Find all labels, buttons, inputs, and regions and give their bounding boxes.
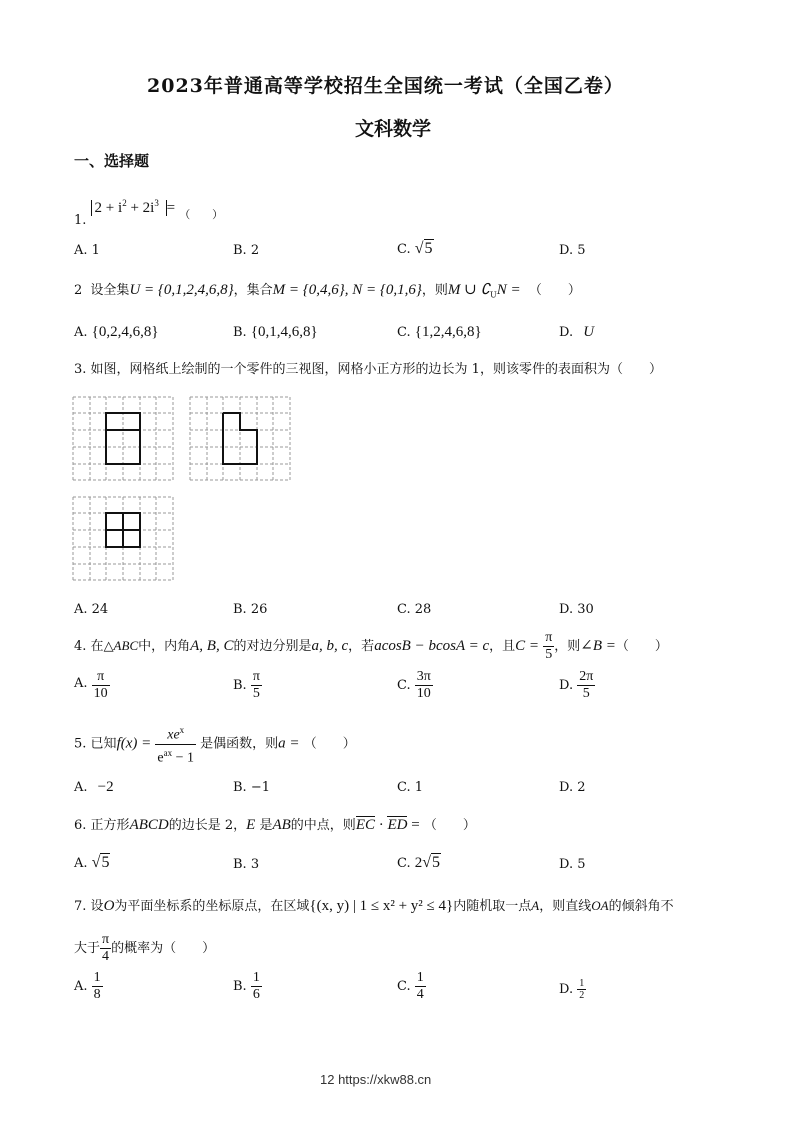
q4-option-d[interactable] [559,669,595,702]
q6-text: 正方形 [90,818,130,833]
answer-paren: （ ） [615,639,668,654]
option-fraction [577,978,586,1001]
q4-text: 的对边分别是 [233,639,312,654]
numerator: 1 [252,970,260,985]
q7-option-c[interactable] [397,970,426,1003]
denominator: 5 [582,686,590,701]
numerator-expr: xe [167,727,180,743]
q4-ask: ∠B = [580,638,616,654]
q6-text: 的中点，则 [290,818,356,833]
coefficient: 2 [414,855,423,871]
question-1 [74,193,224,228]
q4-option-b[interactable] [233,669,262,702]
numerator: π [92,669,110,686]
numerator-sup: x [179,725,185,735]
q6-text: 的边长是 2， [168,818,247,833]
q5-option-d[interactable]: D. 2 [559,780,586,795]
q7-text: 为平面坐标系的坐标原点，在区域 [114,899,310,914]
q7-text: 的概率为（ ） [111,941,216,956]
q6-dot: · [374,817,388,833]
numerator: π [102,932,110,947]
q5-ask: a = [278,735,300,752]
q5-fraction [155,722,196,766]
numerator [155,722,196,745]
option-label: B. [233,979,247,994]
option-fraction [251,669,262,702]
option-value: {0,2,4,6,8} [91,324,159,340]
denominator: 10 [93,686,108,701]
question-7-line2 [74,932,215,965]
q7-point-a: A [531,898,540,913]
q6-point-e: E [246,817,256,833]
q5-text: 是偶函数，则 [200,736,279,752]
q2-sets-mn: M = {0,4,6}, N = {0,1,6} [272,282,422,298]
numerator: π [252,669,260,684]
q3-option-d[interactable]: D. 30 [559,602,594,617]
denominator: 10 [416,686,431,701]
denominator-sup: ax [163,747,173,758]
q1-option-a[interactable]: A. 1 [74,243,100,258]
option-label: B. [233,678,247,693]
q5-option-c[interactable]: C. 1 [397,780,424,795]
option-fraction [577,669,595,702]
q6-vector-ec: EC [355,817,375,833]
q6-text: 是 [259,818,273,833]
q6-segment-ab: AB [272,817,291,833]
q1-option-c[interactable] [397,240,434,258]
q7-text: 的倾斜角不 [608,899,674,914]
q4-triangle: △ABC [103,638,139,653]
q7-option-d[interactable] [559,978,586,1001]
q1-option-b[interactable]: B. 2 [233,243,260,258]
q2-option-b[interactable] [233,324,318,341]
q4-text: ，且 [489,639,516,654]
question-number: 7. [74,899,87,914]
page-footer: 12 https://xkw88.cn [320,1072,432,1087]
question-number: 3. [74,362,87,377]
radicand: 5 [424,240,433,257]
q4-option-a[interactable] [74,669,110,702]
option-value: {1,2,4,6,8} [414,324,482,340]
question-6 [74,815,476,836]
q2-set-u: U = {0,1,2,4,6,8} [129,282,234,298]
question-2 [74,280,581,306]
denominator: 4 [416,987,424,1002]
q5-option-b[interactable]: B. −1 [233,780,270,795]
q7-text: 设 [90,899,104,914]
side-view-figure [189,396,293,482]
option-value: U [583,324,595,340]
answer-paren: （ ） [423,818,476,833]
q3-option-b[interactable]: B. 26 [233,602,268,617]
q2-text: 设全集 [90,283,130,298]
q3-text: 如图，网格纸上绘制的一个零件的三视图，网格小正方形的边长为 1，则该零件的表面积为（ ） [90,362,662,377]
q6-vector-ed: ED [387,817,408,833]
option-value: −2 [97,779,114,795]
section-heading: 一、选择题 [74,152,150,170]
denominator [155,745,196,767]
numerator: π [545,630,553,645]
option-label: A. [74,676,88,691]
q7-option-a[interactable] [74,970,103,1003]
q4-text: ，若 [348,639,375,654]
option-label: B. [233,325,247,340]
option-value: {0,1,4,6,8} [250,324,318,340]
question-number: 5. [74,736,87,752]
option-fraction [415,669,433,702]
q7-text: 大于 [74,941,101,956]
radicand: 5 [432,854,441,871]
denominator-expr: e [157,750,164,766]
q2-option-a[interactable] [74,324,159,341]
numerator: 1 [579,978,585,989]
denominator-tail: − 1 [172,750,195,766]
answer-paren: （ ） [528,283,581,298]
denominator: 6 [252,987,260,1002]
top-view-figure [72,496,176,582]
question-4 [74,630,668,663]
numerator: 1 [93,970,101,985]
option-label: A. [74,780,88,795]
q1-sup-2: 2 [122,198,127,208]
option-fraction [92,669,110,702]
denominator: 4 [102,949,110,964]
q3-option-a[interactable]: A. 24 [74,602,109,617]
option-label: D. [559,325,574,340]
q7-line-oa: OA [591,898,609,913]
q3-option-c[interactable]: C. 28 [397,602,432,617]
answer-paren: （ ） [303,736,356,752]
sqrt-symbol: √5 [91,854,110,871]
q5-function: f(x) = [116,735,152,752]
q5-option-a[interactable] [74,779,114,796]
q4-text: 在 [90,639,104,654]
radicand: 5 [101,854,110,871]
q6-option-d[interactable]: D. 5 [559,857,586,872]
q7-fraction [100,932,111,965]
q4-text: 中，内角 [138,639,191,654]
q1-abs-expression [91,200,167,216]
q7-origin: O [103,898,115,914]
numerator: 1 [416,970,424,985]
option-label: C. [397,242,411,257]
question-number: 2 [74,283,83,298]
q6-option-a[interactable] [74,854,110,872]
front-view-figure [72,396,176,482]
option-label: C. [397,856,411,871]
q7-text: ，则直线 [539,899,592,914]
answer-paren: （ ） [179,208,224,221]
numerator: 2π [579,669,594,684]
q2-option-c[interactable] [397,324,482,341]
sqrt-symbol: √5 [414,240,433,257]
denominator: 2 [579,990,585,1001]
option-fraction [415,970,426,1003]
page-subtitle: 文科数学 [355,118,432,140]
denominator: 8 [93,987,101,1002]
q4-option-c[interactable] [397,669,433,702]
option-label: D. [559,982,574,997]
question-7 [74,896,674,917]
q4-c-equals: C = [515,638,540,654]
option-label: C. [397,979,411,994]
q1-expr-b: + 2i [130,200,155,216]
denominator: 5 [252,686,260,701]
question-number: 1. [74,213,87,228]
question-number: 6. [74,818,87,833]
option-fraction [251,970,262,1003]
q2-subscript: U [490,290,497,300]
q1-expr-a: 2 + i [94,200,123,216]
option-label: C. [397,325,411,340]
q1-option-d[interactable]: D. 5 [559,243,586,258]
q6-option-c[interactable] [397,854,441,872]
q6-equals: = [407,817,420,833]
question-number: 4. [74,639,87,654]
q7-text: 内随机取一点 [453,899,532,914]
option-label: A. [74,325,88,340]
page-title: 2023年普通高等学校招生全国统一考试（全国乙卷） [147,75,624,97]
q7-option-b[interactable] [233,970,262,1003]
q2-option-d[interactable] [559,324,594,341]
option-label: C. [397,678,411,693]
q4-angles: A, B, C [190,638,234,654]
numerator: 3π [416,669,431,684]
q1-sup-3: 3 [154,198,159,208]
q2-expression-tail: N = [496,282,521,298]
option-label: A. [74,979,88,994]
q2-text: ，则 [421,283,448,298]
q5-text: 已知 [90,736,117,752]
q6-option-b[interactable]: B. 3 [233,857,260,872]
q7-region: {(x, y) | 1 ≤ x² + y² ≤ 4} [309,898,454,914]
q2-expression: M ∪ ∁ [447,282,491,298]
q4-text: ，则 [554,639,581,654]
option-fraction [92,970,103,1003]
q6-square: ABCD [129,817,169,833]
option-label: D. [559,678,574,693]
question-5 [74,722,356,766]
q1-equals: = [166,200,176,216]
denominator: 5 [545,647,553,662]
q4-sides: a, b, c [311,638,349,654]
option-label: A. [74,856,88,871]
q4-c-fraction [543,630,554,663]
question-3 [74,360,662,380]
q4-condition: acosB − bcosA = c [374,638,490,654]
q2-text: ，集合 [233,283,273,298]
sqrt-symbol: √5 [422,854,441,871]
